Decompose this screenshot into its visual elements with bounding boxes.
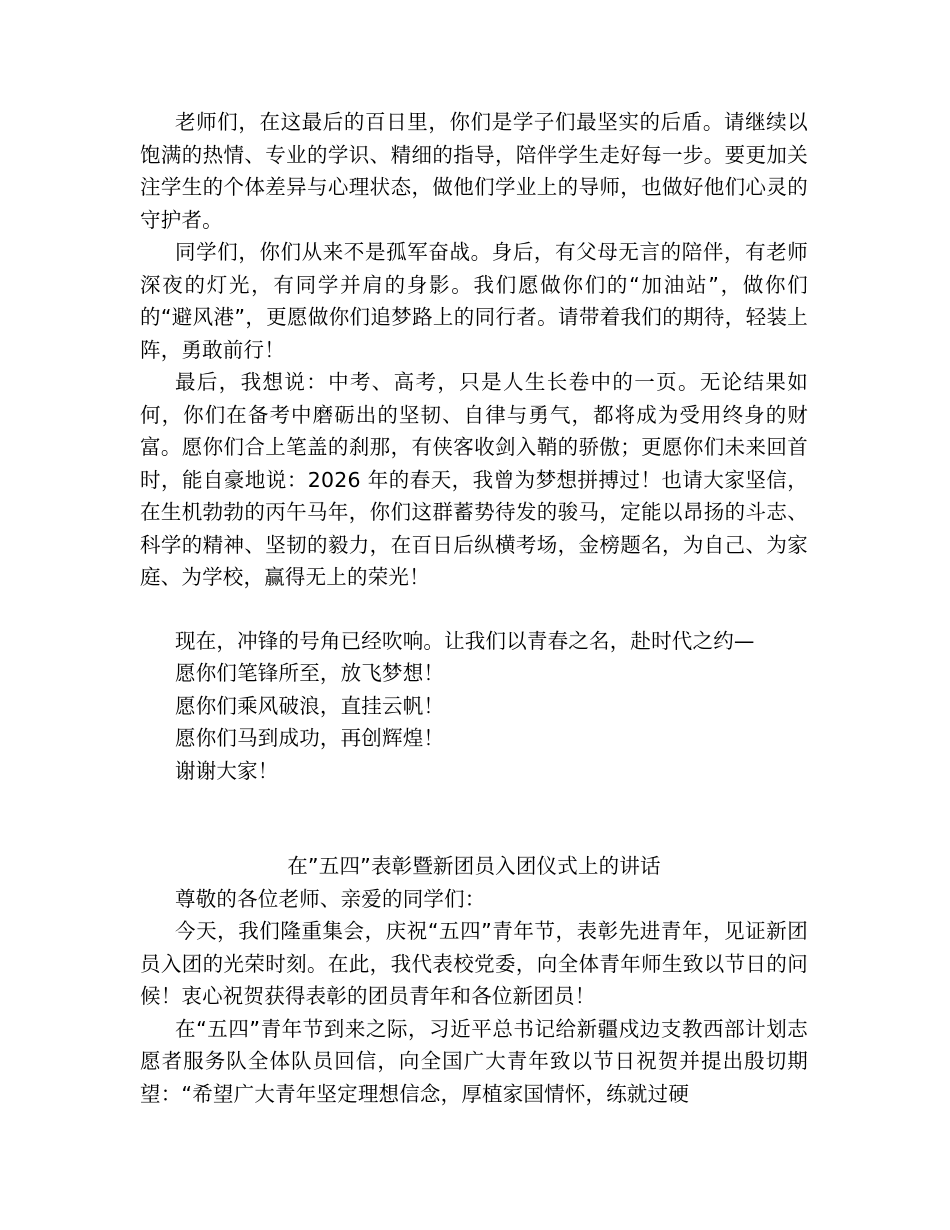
closing-line: 愿你们乘风破浪，直挂云帆！ — [175, 693, 445, 718]
paragraph-final-words: 最后，我想说：中考、高考，只是人生长卷中的一页。无论结果如何，你们在备考中磨砺出的坚韧、自律与勇气，都将成为受用终身的财富。愿你们合上笔盖的刹那，有侠客收剑入鞘的骄傲；更愿你们未来回首时，能自豪地说：2026 年的春天，我曾为梦想拼搏过！也请大家坚信，在生机勃勃的丙午马年，你们这群蓄势待发的骏马，定能以昂扬的斗志、科学的精神、坚韧的毅力，在百日后纵横考场，金榜题名，为自己、为家庭、为学校，赢得无上的荣光！ — [140, 370, 808, 589]
paragraph-students: 同学们，你们从来不是孤军奋战。身后，有父母无言的陪伴，有老师深夜的灯光，有同学并肩的身影。我们愿做你们的“加油站”，做你们的“避风港”，更愿做你们追梦路上的同行者。请带着我们的期待，轻装上阵，勇敢前行！ — [140, 240, 808, 362]
paragraph-may-fourth-intro: 今天，我们隆重集会，庆祝“五四”青年节，表彰先进青年，见证新团员入团的光荣时刻。在此，我代表校党委，向全体青年师生致以节日的问候！衷心祝贺获得表彰的团员青年和各位新团员！ — [140, 919, 808, 1008]
speech-salutation: 尊敬的各位老师、亲爱的同学们： — [175, 886, 486, 911]
closing-line: 愿你们马到成功，再创辉煌！ — [175, 726, 445, 750]
paragraph-letter-reply: 在“五四”青年节到来之际，习近平总书记给新疆戍边支教西部计划志愿者服务队全体队员回信，向全国广大青年致以节日祝贺并提出殷切期望：“希望广大青年坚定理想信念，厚植家国情怀，练就过硬 — [140, 1016, 808, 1106]
closing-line: 愿你们笔锋所至，放飞梦想！ — [175, 661, 445, 685]
speech-title: 在”五四”表彰暨新团员入团仪式上的讲话 — [287, 854, 661, 878]
paragraph-teachers: 老师们，在这最后的百日里，你们是学子们最坚实的后盾。请继续以饱满的热情、专业的学识、精细的指导，陪伴学生走好每一步。要更加关注学生的个体差异与心理状态，做他们学业上的导师，也做好他们心灵的守护者。 — [140, 110, 808, 232]
document-body — [140, 106, 808, 1110]
closing-line: 现在，冲锋的号角已经吹响。让我们以青春之名，赴时代之约— — [175, 628, 755, 653]
closing-thanks: 谢谢大家！ — [175, 758, 279, 783]
